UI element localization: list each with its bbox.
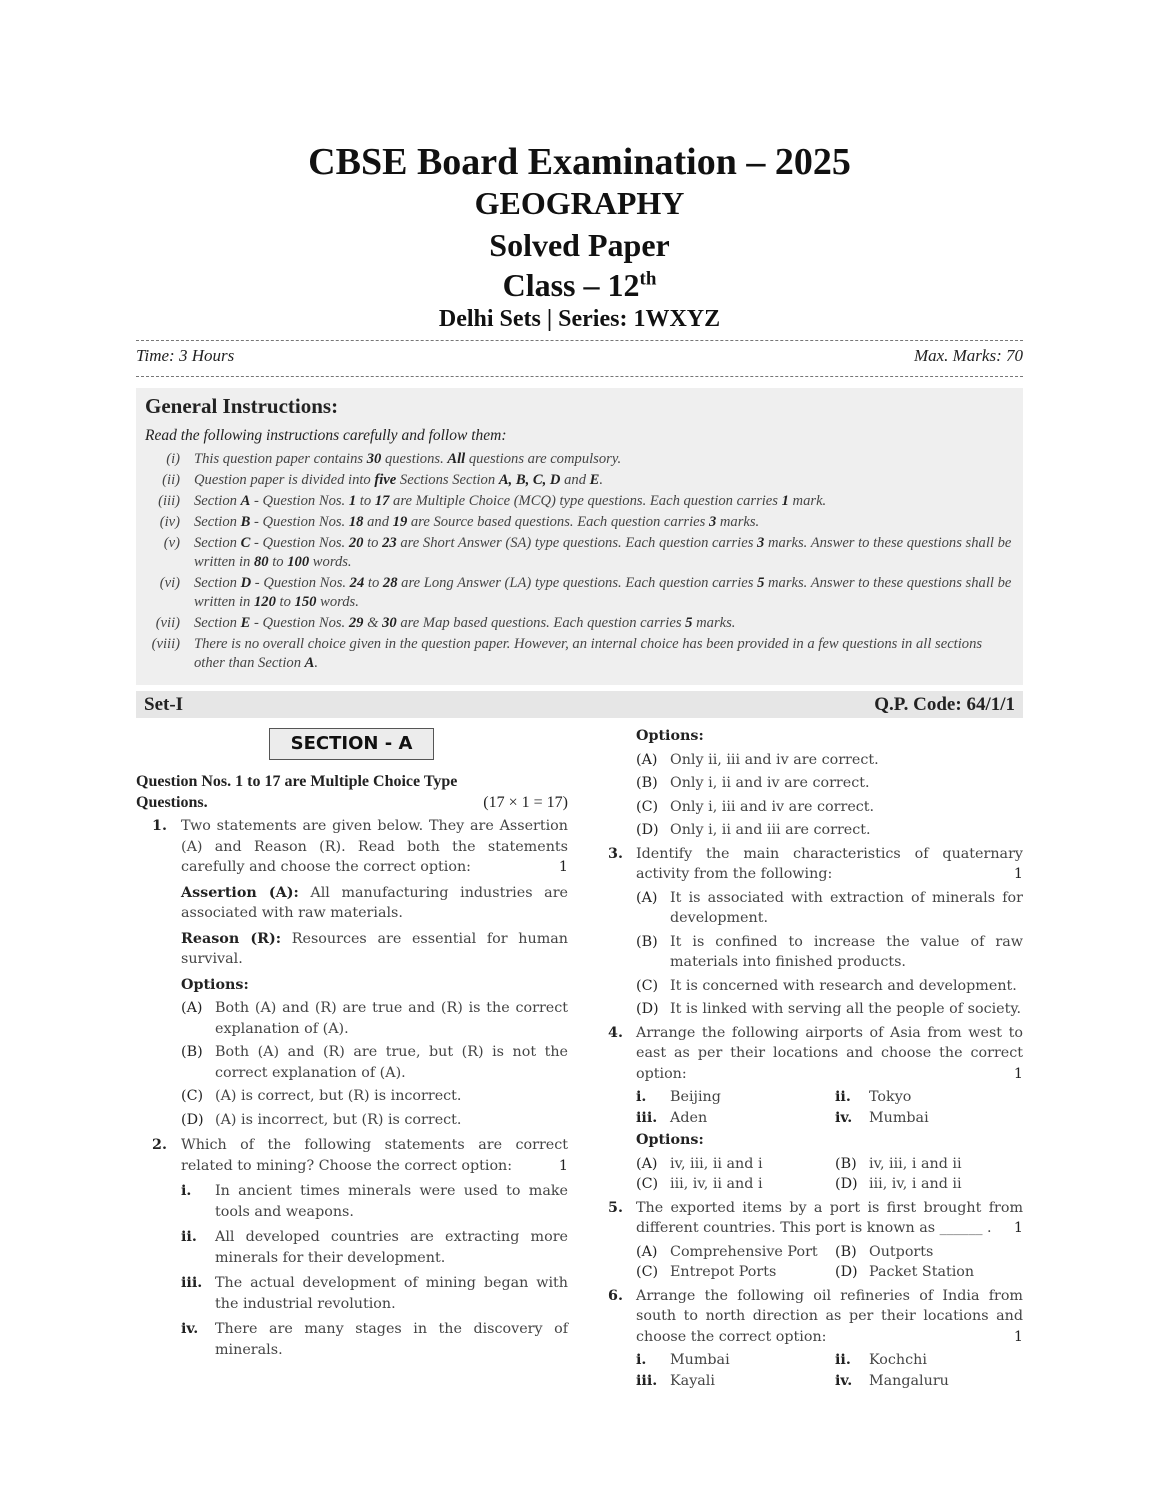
question-number: 4. xyxy=(608,1024,623,1041)
option-text: Only i, iii and iv are correct. xyxy=(670,798,875,815)
section-intro-marks: (17 × 1 = 17) xyxy=(483,793,568,811)
option-text: Only i, ii and iii are correct. xyxy=(670,822,871,838)
option-text: It is linked with serving all the people of society. xyxy=(670,1001,1022,1017)
option-text: iii, iv, ii and i xyxy=(670,1176,763,1192)
instructions-list xyxy=(136,450,1023,675)
instruction-text: Section C - Question Nos. 20 to 23 are Short Answer (SA) type questions. Each question carries 3 marks. Answer to these questions shall be written in 80 to 100 words. xyxy=(194,535,1012,570)
statement xyxy=(181,1273,568,1314)
instruction-text: Section D - Question Nos. 24 to 28 are Long Answer (LA) type questions. Each question carries 5 marks. Answer to these questions shall be written in 120 to 150 words. xyxy=(194,575,1012,610)
list-item-label: ii. xyxy=(835,1352,851,1368)
reason-text: Resources are essential for human survival. xyxy=(181,930,569,967)
option-text: (A) is incorrect, but (R) is correct. xyxy=(215,1111,462,1128)
list-item-text: Kochchi xyxy=(869,1352,927,1368)
option-label: (D) xyxy=(835,1176,858,1192)
divider-bottom xyxy=(136,376,1023,377)
question-number: 2. xyxy=(152,1137,167,1153)
list-item xyxy=(636,1350,835,1371)
list-item xyxy=(835,1108,1035,1129)
question-5-text: The exported items by a port is first brought from different countries. This port is known as ______ . xyxy=(636,1199,1023,1236)
question-mark: 1 xyxy=(1013,1328,1023,1345)
question-number: 1. xyxy=(152,818,167,834)
question-text xyxy=(636,1023,1023,1085)
option-text: Entrepot Ports xyxy=(670,1264,777,1280)
option-text: Comprehensive Port xyxy=(670,1243,818,1260)
assertion-text: All manufacturing industries are associated with raw materials. xyxy=(181,884,568,921)
instructions-heading: General Instructions: xyxy=(145,394,339,418)
sets-series: Delhi Sets | Series: 1WXYZ xyxy=(438,306,721,332)
list-item-label: iii. xyxy=(636,1372,658,1389)
option-label: (B) xyxy=(636,775,658,791)
question-text xyxy=(636,1286,1023,1348)
instruction-number: (ii) xyxy=(162,472,180,488)
question-mark: 1 xyxy=(1013,1065,1023,1082)
option xyxy=(636,1154,835,1175)
list-item xyxy=(835,1371,1035,1392)
instruction-number: (v) xyxy=(163,535,180,551)
question-1-options xyxy=(181,998,568,1130)
time-allowed: Time: 3 Hours xyxy=(136,346,235,365)
question-3-options xyxy=(636,888,1023,1020)
divider-top xyxy=(136,340,1023,341)
list-item-text: Mumbai xyxy=(869,1109,929,1126)
option-label: (D) xyxy=(636,1001,659,1017)
paper-title: CBSE Board Examination – 2025 xyxy=(308,141,851,183)
question-1-text: Two statements are given below. They are Assertion (A) and Reason (R). Read both the statements carefully and choose the correct option: xyxy=(181,818,568,875)
list-item-text: Beijing xyxy=(670,1089,721,1105)
question-mark: 1 xyxy=(1013,866,1023,882)
instruction-number: (iii) xyxy=(158,493,180,509)
section-intro-questions: Questions. xyxy=(136,793,208,811)
options-label: Options: xyxy=(181,976,249,993)
instruction-text: There is no overall choice given in the question paper. However, an internal choice has been provided in a few questions in all sections other than Section A. xyxy=(194,636,983,671)
instruction-text: Question paper is divided into five Sections Section A, B, C, D and E. xyxy=(194,472,604,488)
reason xyxy=(181,929,568,970)
statement-label: ii. xyxy=(181,1229,197,1245)
list-item-label: i. xyxy=(636,1352,647,1368)
option xyxy=(181,998,568,1039)
option xyxy=(636,999,1023,1020)
question-text xyxy=(636,1198,1023,1239)
instruction-number: (i) xyxy=(166,451,180,467)
max-marks: Max. Marks: 70 xyxy=(913,346,1023,365)
option xyxy=(181,1042,568,1083)
option xyxy=(181,1110,568,1131)
option-text: Both (A) and (R) are true and (R) is the correct explanation of (A). xyxy=(215,1000,568,1037)
list-item-label: i. xyxy=(636,1089,647,1105)
instruction-text: This question paper contains 30 questions. All questions are compulsory. xyxy=(194,451,622,467)
question-4-options xyxy=(636,1154,1023,1195)
option xyxy=(636,750,1023,771)
instruction-item xyxy=(136,534,1023,572)
qp-code: Q.P. Code: 64/1/1 xyxy=(874,693,1015,715)
paper-subtitle: Solved Paper xyxy=(489,227,670,263)
question-text xyxy=(636,844,1023,885)
option-label: (B) xyxy=(636,933,658,950)
question-mark: 1 xyxy=(558,859,568,875)
option-label: (A) xyxy=(636,751,658,768)
instruction-item xyxy=(136,450,1023,469)
question-6-items xyxy=(636,1350,1023,1391)
set-label: Set-I xyxy=(144,693,184,715)
list-item xyxy=(636,1371,835,1392)
statement-text: In ancient times minerals were used to make tools and weapons. xyxy=(215,1183,568,1220)
option-label: (D) xyxy=(636,822,659,838)
list-item-text: Mangaluru xyxy=(869,1372,949,1389)
option-label: (C) xyxy=(636,977,659,994)
statement xyxy=(181,1227,568,1268)
question-4-text: Arrange the following airports of Asia from west to east as per their locations and choose the correct option: xyxy=(636,1024,1023,1082)
option-text: Only i, ii and iv are correct. xyxy=(670,775,870,791)
question-3-text: Identify the main characteristics of quaternary activity from the following: xyxy=(636,845,1023,882)
option-label: (A) xyxy=(181,1000,203,1016)
class-suffix: th xyxy=(639,268,657,290)
option xyxy=(636,820,1023,841)
option xyxy=(636,1242,835,1263)
instructions-lead: Read the following instructions carefully and follow them: xyxy=(145,427,507,444)
instruction-number: (iv) xyxy=(159,514,180,530)
list-item-text: Tokyo xyxy=(869,1089,912,1105)
statement xyxy=(181,1181,568,1222)
option-text: Outports xyxy=(869,1243,934,1260)
statement-text: There are many stages in the discovery of minerals. xyxy=(215,1321,568,1358)
assertion xyxy=(181,883,568,924)
general-instructions xyxy=(136,388,1023,685)
instruction-item xyxy=(136,492,1023,511)
instruction-item xyxy=(136,574,1023,612)
option xyxy=(835,1242,1035,1263)
reason-label: Reason (R): xyxy=(181,930,282,947)
instruction-number: (vi) xyxy=(159,575,180,591)
assertion-label: Assertion (A): xyxy=(181,884,299,901)
question-4-items xyxy=(636,1087,1023,1128)
question-2-options-block xyxy=(608,726,1023,841)
question-2-text: Which of the following statements are correct related to mining? Choose the correct option: xyxy=(181,1137,568,1174)
set-bar xyxy=(136,691,1023,718)
option xyxy=(835,1262,1035,1283)
option-text: Packet Station xyxy=(869,1264,975,1280)
list-item-label: iii. xyxy=(636,1109,658,1126)
options-label: Options: xyxy=(636,1132,704,1148)
statement-label: iv. xyxy=(181,1321,199,1337)
right-column xyxy=(608,726,1023,1394)
list-item xyxy=(636,1087,835,1108)
question-2 xyxy=(136,1135,568,1360)
statement-label: iii. xyxy=(181,1275,203,1291)
statement-text: All developed countries are extracting more minerals for their development. xyxy=(215,1229,568,1266)
option-label: (B) xyxy=(835,1155,857,1172)
option-text: Only ii, iii and iv are correct. xyxy=(670,751,879,768)
option-label: (D) xyxy=(835,1264,858,1280)
instruction-text: Section A - Question Nos. 1 to 17 are Multiple Choice (MCQ) type questions. Each question carries 1 mark. xyxy=(194,493,827,509)
subject-title: GEOGRAPHY xyxy=(474,185,685,221)
instruction-number: (viii) xyxy=(151,636,180,652)
question-1 xyxy=(136,816,568,1130)
section-a-label: SECTION - A xyxy=(269,728,434,760)
question-number: 6. xyxy=(608,1287,623,1304)
question-2-options xyxy=(636,750,1023,841)
question-text xyxy=(181,1135,568,1176)
option-text: It is concerned with research and development. xyxy=(670,977,1017,994)
left-column xyxy=(136,772,568,1363)
question-2-statements xyxy=(181,1181,568,1360)
list-item xyxy=(835,1350,1035,1371)
option xyxy=(636,932,1023,973)
section-intro-line1: Question Nos. 1 to 17 are Multiple Choice Type xyxy=(136,773,458,790)
instruction-text: Section B - Question Nos. 18 and 19 are Source based questions. Each question carries 3 marks. xyxy=(194,514,760,530)
option-label: (A) xyxy=(636,889,658,906)
option-label: (A) xyxy=(636,1243,658,1260)
class-prefix: Class – 12 xyxy=(502,267,640,303)
instruction-item xyxy=(136,614,1023,633)
instruction-item xyxy=(136,635,1023,673)
question-number: 3. xyxy=(608,845,623,862)
question-5 xyxy=(608,1198,1023,1283)
option-text: iv, iii, i and ii xyxy=(869,1155,962,1172)
list-item-label: ii. xyxy=(835,1089,851,1105)
option xyxy=(636,888,1023,929)
option xyxy=(636,773,1023,794)
question-text xyxy=(181,816,568,878)
option-text: It is confined to increase the value of raw materials into finished products. xyxy=(670,933,1023,970)
statement-text: The actual development of mining began with the industrial revolution. xyxy=(215,1275,568,1312)
class-title xyxy=(0,267,1159,304)
option-text: Both (A) and (R) are true, but (R) is not the correct explanation of (A). xyxy=(215,1044,568,1081)
option xyxy=(636,1174,835,1195)
instruction-item xyxy=(136,513,1023,532)
option-text: It is associated with extraction of minerals for development. xyxy=(670,889,1023,926)
option-label: (A) xyxy=(636,1155,658,1172)
option xyxy=(181,1086,568,1107)
section-intro-line2 xyxy=(136,793,568,814)
statement xyxy=(181,1319,568,1360)
option-text: iii, iv, i and ii xyxy=(869,1176,962,1192)
time-marks-bar xyxy=(136,346,1023,366)
option xyxy=(636,976,1023,997)
option xyxy=(835,1174,1035,1195)
option-label: (C) xyxy=(636,798,659,815)
option-text: (A) is correct, but (R) is incorrect. xyxy=(215,1088,462,1104)
list-item-label: iv. xyxy=(835,1372,853,1389)
option-label: (B) xyxy=(835,1243,857,1260)
option-label: (C) xyxy=(636,1176,659,1192)
list-item-text: Kayali xyxy=(670,1372,715,1389)
question-number: 5. xyxy=(608,1199,623,1216)
list-item-text: Aden xyxy=(670,1109,708,1126)
options-label: Options: xyxy=(636,728,704,744)
question-mark: 1 xyxy=(558,1157,568,1174)
option-text: iv, iii, ii and i xyxy=(670,1155,763,1172)
question-4 xyxy=(608,1023,1023,1195)
option xyxy=(636,797,1023,818)
option xyxy=(835,1154,1035,1175)
list-item-text: Mumbai xyxy=(670,1352,730,1368)
statement-label: i. xyxy=(181,1183,192,1199)
option-label: (B) xyxy=(181,1044,203,1060)
instruction-text: Section E - Question Nos. 29 & 30 are Map based questions. Each question carries 5 marks. xyxy=(194,615,736,631)
list-item xyxy=(636,1108,835,1129)
question-6-text: Arrange the following oil refineries of India from south to north direction as per their locations and choose the correct option: xyxy=(636,1287,1023,1345)
list-item-label: iv. xyxy=(835,1109,853,1126)
list-item xyxy=(835,1087,1035,1108)
question-3 xyxy=(608,844,1023,1020)
option xyxy=(636,1262,835,1283)
question-6 xyxy=(608,1286,1023,1392)
question-5-options xyxy=(636,1242,1023,1283)
instruction-number: (vii) xyxy=(155,615,180,631)
option-label: (D) xyxy=(181,1111,204,1128)
instruction-item xyxy=(136,471,1023,490)
option-label: (C) xyxy=(181,1088,204,1104)
question-mark: 1 xyxy=(1013,1220,1023,1236)
option-label: (C) xyxy=(636,1264,659,1280)
